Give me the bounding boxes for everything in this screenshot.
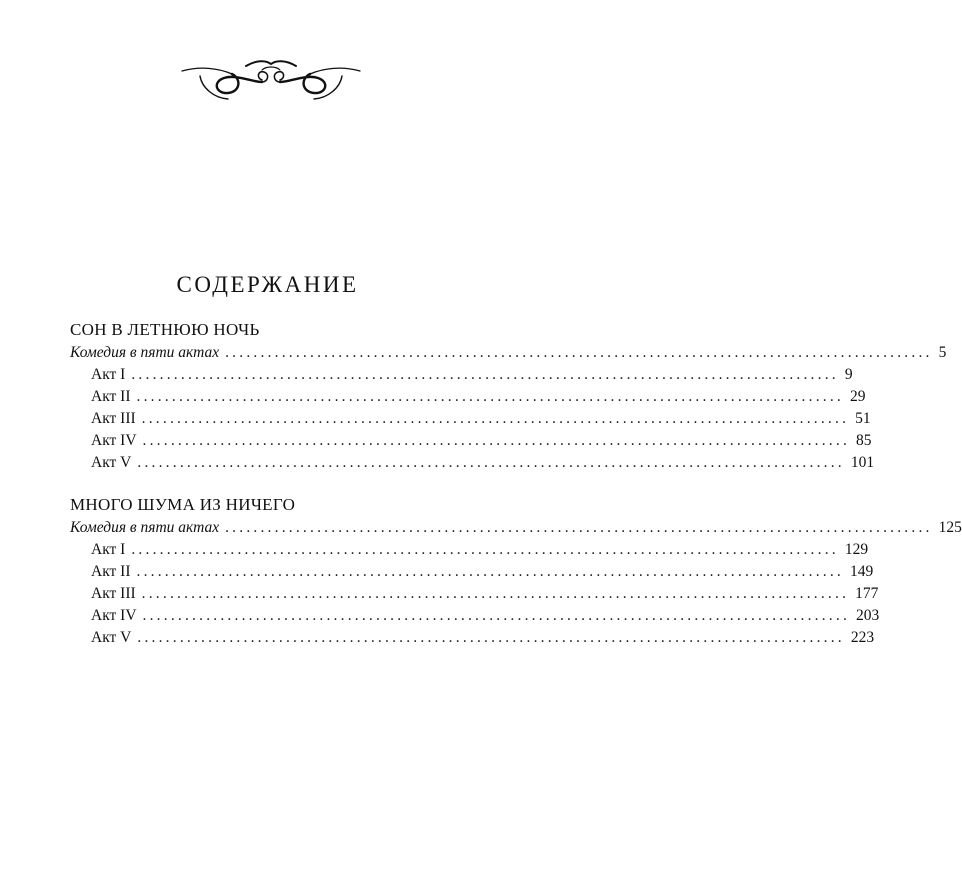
entry-label: Комедия в пяти актах <box>70 519 220 536</box>
entry-label: Акт IV <box>91 432 137 449</box>
dot-leader: .................................................................................................... <box>141 410 850 427</box>
page-number: 29 <box>850 388 866 405</box>
toc-entry-subtitle[interactable] <box>70 517 962 539</box>
toc-entry-subtitle[interactable] <box>70 342 947 364</box>
toc-entry-act[interactable] <box>91 452 875 474</box>
dot-leader: .................................................................................................... <box>131 541 839 558</box>
play-title: СОН В ЛЕТНЮЮ НОЧЬ <box>70 320 260 339</box>
entry-label: Акт I <box>91 366 126 383</box>
dot-leader: .................................................................................................... <box>131 366 839 383</box>
dot-leader: .................................................................................................... <box>141 585 850 602</box>
toc-entry-act[interactable] <box>91 583 879 605</box>
entry-label: Комедия в пяти актах <box>70 344 220 361</box>
toc-entry-act[interactable] <box>91 430 872 452</box>
toc-entry-act[interactable] <box>91 561 874 583</box>
page-number: 9 <box>844 366 853 383</box>
dot-leader: .................................................................................................... <box>137 629 845 646</box>
dot-leader: .................................................................................................... <box>136 563 844 580</box>
dot-leader: .................................................................................................... <box>142 607 851 624</box>
dot-leader: .................................................................................................... <box>136 388 844 405</box>
entry-label: Акт V <box>91 629 132 646</box>
page-number: 5 <box>938 344 947 361</box>
dot-leader: .................................................................................................... <box>225 519 933 536</box>
flourish-ornament-icon <box>180 52 362 102</box>
entry-label: Акт IV <box>91 607 137 624</box>
page-number: 177 <box>855 585 879 602</box>
page-number: 129 <box>844 541 869 558</box>
entry-label: Акт III <box>91 585 136 602</box>
entry-label: Акт V <box>91 454 132 471</box>
dot-leader: .................................................................................................... <box>225 344 933 361</box>
toc-title: СОДЕРЖАНИЕ <box>176 272 359 297</box>
toc-entry-act[interactable] <box>91 386 866 408</box>
page-number: 223 <box>850 629 875 646</box>
entry-label: Акт I <box>91 541 126 558</box>
page-number: 149 <box>850 563 874 580</box>
page-number: 125 <box>938 519 962 536</box>
page-number: 203 <box>856 607 880 624</box>
toc-entry-act[interactable] <box>91 627 875 649</box>
play-title: МНОГО ШУМА ИЗ НИЧЕГО <box>70 495 296 514</box>
entry-label: Акт II <box>91 388 131 405</box>
page-number: 101 <box>850 454 875 471</box>
toc-entry-act[interactable] <box>91 408 871 430</box>
entry-label: Акт II <box>91 563 131 580</box>
page-number: 85 <box>856 432 872 449</box>
dot-leader: .................................................................................................... <box>142 432 851 449</box>
toc-entry-act[interactable] <box>91 539 869 561</box>
page-number: 51 <box>855 410 871 427</box>
toc-entry-act[interactable] <box>91 605 880 627</box>
toc-entry-act[interactable] <box>91 364 853 386</box>
entry-label: Акт III <box>91 410 136 427</box>
dot-leader: .................................................................................................... <box>137 454 845 471</box>
